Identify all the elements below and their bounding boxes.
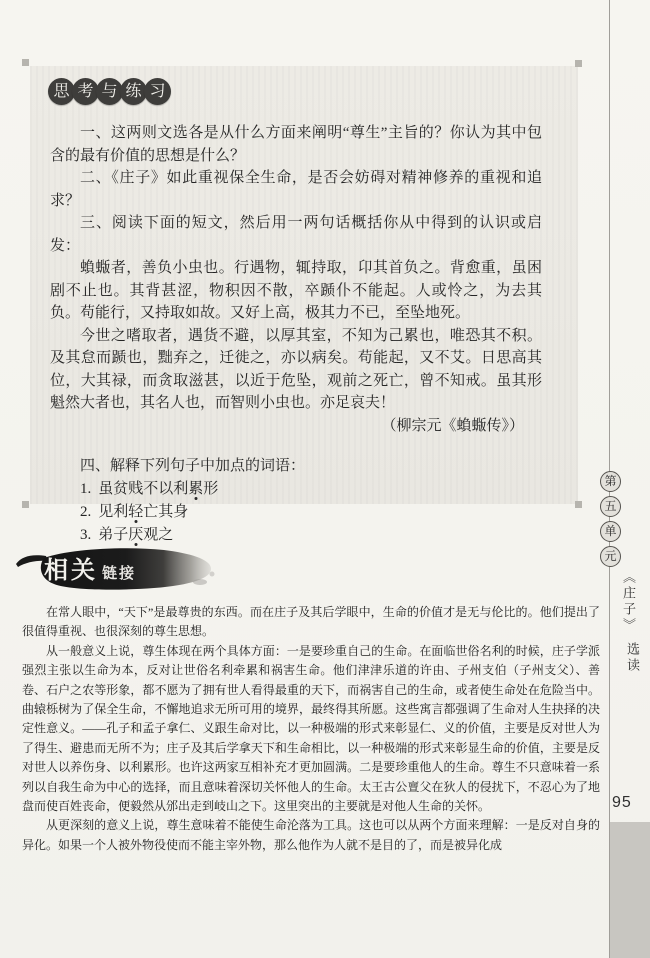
header-char-circle: 习 xyxy=(144,78,171,105)
emphasized-char: 累 xyxy=(188,480,204,497)
item-text: 虽贫贱不以利 xyxy=(98,480,189,497)
unit-char-circle: 五 xyxy=(600,496,621,517)
header-char-circle: 练 xyxy=(120,78,147,105)
page-number: 95 xyxy=(612,794,632,811)
header-char-circle: 思 xyxy=(48,78,75,105)
item-text: 观之 xyxy=(143,526,174,543)
header-char-circle: 考 xyxy=(72,78,99,105)
book-title: 《庄子》 xyxy=(621,570,636,634)
emphasized-char: 厌 xyxy=(128,526,144,543)
emphasized-char: 轻 xyxy=(128,503,144,520)
related-links-subtitle: 链接 xyxy=(102,566,137,582)
question-1: 一、这两则文选各是从什么方面来阐明“尊生”主旨的？你认为其中包含的最有价值的思想是什么？ xyxy=(50,125,542,164)
passage-paragraph: 蝜蝂者，善负小虫也。行遇物，辄持取，卬其首负之。背愈重，虽困剧不止也。其背甚涩，物积因不散，卒踬仆不能起。人或怜之，为去其负。苟能行，又持取如故。又好上高，极其力不已，至坠地死。 xyxy=(50,260,542,321)
box-corner-mark xyxy=(22,501,29,508)
question-3: 三、阅读下面的短文，然后用一两句话概括你从中得到的认识或启发： xyxy=(50,215,542,254)
exercises-content xyxy=(50,122,542,547)
box-corner-mark xyxy=(575,501,582,508)
passage-paragraph: 今世之嗜取者，遇货不避，以厚其室，不知为己累也，唯恐其不积。及其怠而踬也，黜弃之，迁徙之，亦以病矣。苟能起，又不艾。日思高其位，大其禄，而贪取滋甚，以近于危坠，观前之死亡，曾不知戒。虽其形魁然大者也，其名人也，而智则小虫也。亦足哀夫！ xyxy=(50,327,542,411)
item-text: 见利 xyxy=(98,503,129,520)
question-4-item xyxy=(50,478,542,501)
unit-label xyxy=(600,471,622,571)
unit-char-circle: 元 xyxy=(600,546,621,567)
links-paragraph: 从一般意义上说，尊生体现在两个具体方面：一是要珍重自己的生命。在面临世俗名利的时候，庄子学派强烈主张以生命为本，反对让世俗名利牵累和祸害生命。他们津津乐道的许由、子州支伯（子州支父）、善卷、石户之农等形象，都不愿为了拥有世人看得最重的天下，而祸害自己的生命，或者使生命处在危险当中。曲辕栎树为了保全生命，不懈地追求无所可用的境界，最终得其所愿。这些寓言都强调了生命对人生抉择的决定性意义。——孔子和孟子拿仁、义跟生命对比，以一种极端的形式来彰显仁、义的价值，主要是反对世人为了得生、避患而无所不为；庄子及其后学拿天下和生命相比，以一种极端的形式来彰显生命的价值，主要是反对世人以养伤身、以利累形。也许这两家互相补充才更加圆满。二是要珍重他人的生命。尊生不只意味着一系列以自我生命为中心的选择，而且意味着深切关怀他人的生命。太王古公亶父在狄人的侵扰下，不忍心为了地盘而使百姓丧命，便毅然从邠出走到岐山之下。这里突出的主要就是对他人生命的关怀。 xyxy=(22,643,600,814)
book-subtitle: 选读 xyxy=(625,642,640,674)
box-corner-mark xyxy=(575,60,582,67)
header-char-circle: 与 xyxy=(96,78,123,105)
box-corner-mark xyxy=(22,59,29,66)
question-4-item xyxy=(50,501,542,524)
item-number: 1. xyxy=(80,480,92,497)
item-number: 3. xyxy=(80,526,92,543)
related-links-header xyxy=(14,546,219,594)
item-text: 亡其身 xyxy=(143,503,189,520)
exercises-section xyxy=(30,66,578,543)
question-2: 二、《庄子》如此重视保全生命，是否会妨碍对精神修养的重视和追求？ xyxy=(50,170,542,209)
question-4-item xyxy=(50,524,542,547)
exercises-header xyxy=(48,78,168,105)
item-number: 2. xyxy=(80,503,92,520)
question-4: 四、解释下列句子中加点的词语： xyxy=(80,458,306,474)
book-title-vertical xyxy=(619,570,638,674)
links-paragraph: 在常人眼中，“天下”是最尊贵的东西。而在庄子及其后学眼中，生命的价值才是无与伦比的。他们提出了很值得重视、也很深刻的尊生思想。 xyxy=(22,605,600,639)
related-links-title: 相关 xyxy=(44,558,98,584)
page-edge-gray-block xyxy=(610,822,650,958)
related-links-body xyxy=(22,603,600,855)
unit-char-circle: 单 xyxy=(600,521,621,542)
links-paragraph: 从更深刻的意义上说，尊生意味着不能使生命沦落为工具。这也可以从两个方面来理解：一是反对自身的异化。如果一个人被外物役使而不能主宰外物，那么他作为人就不是目的了，而是被异化成 xyxy=(22,818,600,852)
item-text: 弟子 xyxy=(98,526,129,543)
unit-char-circle: 第 xyxy=(600,471,621,492)
item-text: 形 xyxy=(203,480,219,497)
passage-attribution: （柳宗元《蝜蝂传》） xyxy=(381,417,524,434)
